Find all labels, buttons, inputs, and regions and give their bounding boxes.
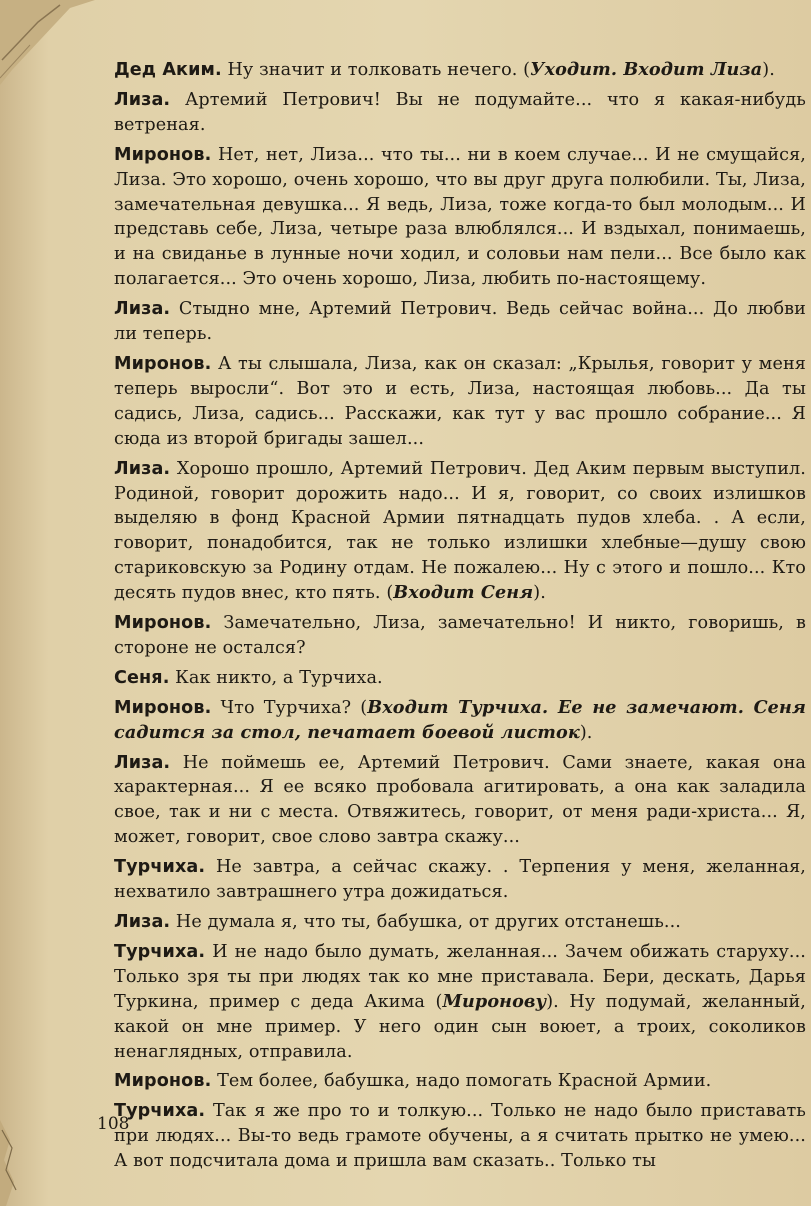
speaker-6: Лиза. [114, 458, 171, 479]
speaker-10: Лиза. [114, 752, 171, 773]
paragraph-6 [114, 457, 806, 606]
line-2: Артемий Петрович! Вы не подумайте... что я какая-нибудь ветреная. [114, 89, 806, 135]
paragraph-5 [114, 352, 806, 452]
page-number: 108 [97, 1114, 130, 1134]
page-edge-decoration [0, 1120, 40, 1206]
paragraph-4 [114, 297, 806, 347]
stage-direction-13: Миронову [442, 990, 547, 1012]
speaker-11: Турчиха. [114, 857, 206, 878]
speaker-1: Дед Аким. [114, 60, 222, 80]
stage-direction-1: Уходит. Входит Лиза [530, 59, 763, 80]
play-text [114, 58, 806, 1179]
speaker-14: Миронов. [114, 1071, 212, 1092]
line-4: Стыдно мне, Артемий Петрович. Ведь сейчас война... До любви ли теперь. [114, 299, 806, 345]
line-13: И не надо было думать, желанная... Зачем обижать старуху... Только зря ты при людях так ко мне приставала. Бери, дескать, Дарья Туркина, пример с деда Акима ( [114, 941, 806, 1012]
paragraph-7 [114, 611, 806, 661]
torn-corner-decoration [0, 0, 95, 85]
line-12: Не думала я, что ты, бабушка, от других отстанешь... [170, 912, 681, 932]
paragraph-8 [114, 666, 806, 691]
paragraph-2 [114, 88, 806, 138]
paragraph-15 [114, 1099, 806, 1174]
line-1: Ну значит и толковать нечего. ( [221, 60, 531, 80]
speaker-2: Лиза. [114, 89, 171, 110]
line-7: Замечательно, Лиза, замечательно! И никто, говоришь, в стороне не остался? [114, 613, 806, 658]
paragraph-12 [114, 910, 806, 935]
line-10: Не поймешь ее, Артемий Петрович. Сами знаете, какая она характерная... Я ее всяко пробовала агитировать, а она как заладила свое, так и ни с места. Отвяжитесь, говорит, от меня ради-христа... Я, может, говорит, свое слово завтра скажу... [114, 752, 806, 848]
paragraph-14 [114, 1069, 806, 1094]
speaker-8: Сеня. [114, 667, 170, 688]
line-5: А ты слышала, Лиза, как он сказал: „Крылья, говорит у меня теперь выросли“. Вот это и есть, Лиза, настоящая любовь... Да ты садись, Лиза, садись... Расскажи, как тут у вас прошло собрание... Я сюда из второй бригады зашел... [114, 353, 806, 449]
paragraph-11 [114, 855, 806, 905]
speaker-4: Лиза. [114, 299, 171, 320]
speaker-15: Турчиха. [114, 1101, 206, 1122]
stage-direction-6: Входит Сеня [393, 582, 534, 604]
line-end-13: ). Ну подумай, желанный, какой он мне пример. У него один сын воюет, а троих, соколиков ненаглядных, отправила. [114, 991, 807, 1062]
line-end-6: ). [533, 583, 546, 604]
paragraph-10 [114, 751, 806, 851]
paragraph-13 [114, 940, 806, 1065]
line-9: Что Турчиха? ( [211, 697, 368, 718]
line-3: Нет, нет, Лиза... что ты... ни в коем случае... И не смущайся, Лиза. Это хорошо, очень хорошо, что вы друг друга полюбили. Ты, Лиза, замечательная девушка... Я ведь, Лиза, тоже когда-то был молодым... И представь себе, Лиза, четыре раза влюблялся... И вздыхал, понимаешь, и на свиданье в лунные ночи ходил, и соловьи нам пели... Все было как полагается... Это очень хорошо, Лиза, любить по-настоящему. [114, 144, 806, 290]
line-11: Не завтра, а сейчас скажу. . Терпения у меня, желанная, нехватило завтрашнего утра дожидаться. [114, 857, 806, 903]
stage-direction-9: Входит Турчиха. Ее не замечают. Сеня садится за стол, печатает боевой листок [114, 696, 807, 743]
speaker-7: Миронов. [114, 613, 212, 634]
line-end-9: ). [579, 722, 593, 743]
speaker-12: Лиза. [114, 912, 171, 932]
speaker-13: Турчиха. [114, 941, 206, 962]
line-6: Хорошо прошло, Артемий Петрович. Дед Аким первым выступил. Родиной, говорит дорожить надо... И я, говорит, со своих излишков выделяю в фонд Красной Армии пятнадцать пудов хлеба. . А если, говорит, понадобится, так не только излишки хлебные—душу свою стариковскую за Родину отдам. Не пожалею... Ну с этого и пошло... Кто десять пудов внес, кто пять. ( [114, 458, 806, 604]
paragraph-9 [114, 696, 806, 746]
speaker-9: Миронов. [114, 697, 212, 718]
line-15: Так я же про то и толкую... Только не надо было приставать при людях... Вы-то ведь грамоте обучены, а я считать прытко не умею... А вот подсчитала дома и пришла вам сказать.. Только ты [114, 1101, 806, 1172]
paragraph-3 [114, 143, 806, 292]
speaker-3: Миронов. [114, 144, 212, 165]
speaker-5: Миронов. [114, 353, 212, 374]
line-end-1: ). [762, 60, 775, 80]
line-14: Тем более, бабушка, надо помогать Красной Армии. [211, 1071, 712, 1092]
paragraph-1 [114, 58, 806, 83]
line-8: Как никто, а Турчиха. [169, 667, 383, 688]
